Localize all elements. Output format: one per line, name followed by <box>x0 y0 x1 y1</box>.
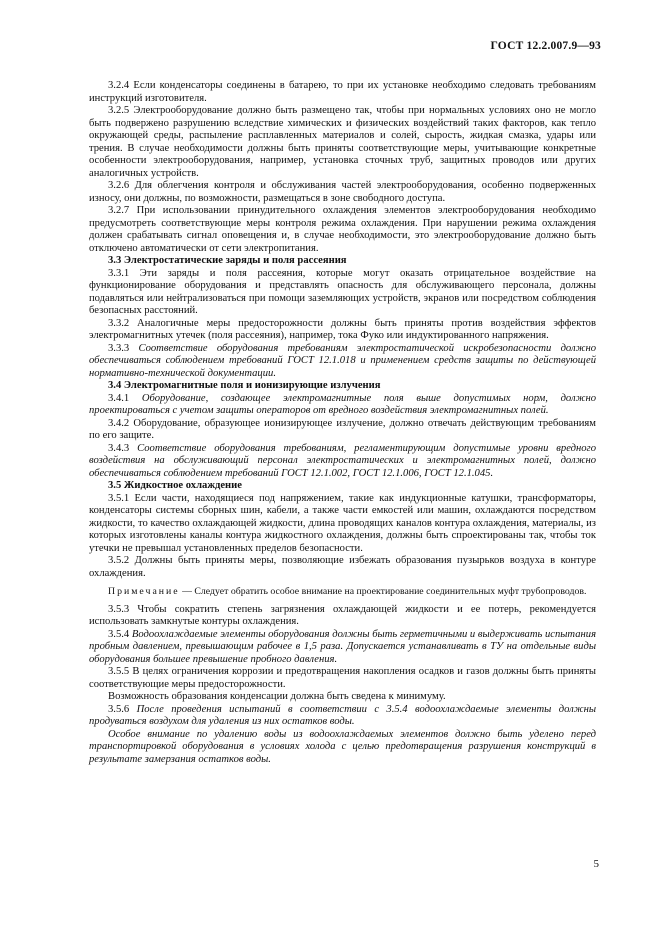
paragraph-3-5-3: 3.5.3 Чтобы сократить степень загрязнения охлаждающей жидкости и ее потерь, рекомендуется использовать замкнутые контуры охлаждения. <box>89 603 596 627</box>
paragraph-3-5-6-text: После проведения испытаний в соответствии с 3.5.4 водоохлаждаемые элементы должны продуваться воздухом для удаления из них остатков воды. <box>89 703 597 727</box>
paragraph-3-5-6-continuation: Особое внимание по удалению воды из водоохлаждаемых элементов должно быть уделено перед транспортировкой оборудования в условиях холода с целью предотвращения разрушения конструкций в результате замерзания остатков воды. <box>89 728 596 765</box>
paragraph-3-3-2: 3.3.2 Аналогичные меры предосторожности должны быть приняты против воздействия эффектов электромагнитных утечек (поля рассеяния), например, тока Фуко или индуктированного напряжения. <box>89 317 596 341</box>
paragraph-3-5-4-text: Водоохлаждаемые элементы оборудования должны быть герметичными и выдерживать испытания пробным давлением, превышающим рабочее в 1,5 раза. Допускается устанавливать в ТУ на отдельные виды оборудования большее превышение пробного давления. <box>89 628 596 665</box>
paragraph-3-3-1: 3.3.1 Эти заряды и поля рассеяния, которые могут оказать отрицательное воздействие на функционирование оборудования и представлять опасность для обслуживающего персонала, должны подавляться или нейтрализоваться при помощи заземляющих устройств, экранов или посредством соблюдения безопасных расстояний. <box>89 267 596 316</box>
paragraph-3-5-2: 3.5.2 Должны быть приняты меры, позволяющие избежать образования пузырьков воздуха в контуре охлаждения. <box>89 555 596 579</box>
paragraph-3-4-3-number: 3.4.3 <box>108 442 130 454</box>
paragraph-3-4-3-text: Соответствие оборудования требованиям, регламентирующим допустимые уровни вредного воздействия на обслуживающий персонал электростатических и электромагнитных полей, должно обеспечиваться соблюдением требований ГОСТ 12.1.002, ГОСТ 12.1.006, ГОСТ 12.1.045. <box>89 442 596 479</box>
paragraph-3-5-5: 3.5.5 В целях ограничения коррозии и предотвращения накопления осадков и газов должны быть приняты соответствующие меры предосторожности. <box>89 666 596 690</box>
section-heading-3-3-text: 3.3 Электростатические заряды и поля рассеяния <box>108 255 347 266</box>
note-label: Примечание <box>108 586 180 597</box>
paragraph-3-4-2: 3.4.2 Оборудование, образующее ионизирующее излучение, должно отвечать действующим требованиям по его защите. <box>89 417 596 441</box>
document-body <box>89 80 596 766</box>
paragraph-3-5-6 <box>89 704 596 729</box>
paragraph-3-4-1-text: Оборудование, создающее электромагнитные поля выше допустимых норм, должно проектироваться с учетом защиты операторов от вредного воздействия электромагнитных полей. <box>89 392 596 416</box>
paragraph-3-2-7: 3.2.7 При использовании принудительного охлаждения элементов электрооборудования необходимо предусмотреть соответствующие меры контроля режима охлаждения. При нарушении режима охлаждения должен срабатывать сигнал оповещения и, в случае необходимости, это электрооборудование должно быть отключено автоматически от сети электропитания. <box>89 205 596 254</box>
page-number: 5 <box>593 858 599 870</box>
section-heading-3-5-text: 3.5 Жидкостное охлаждение <box>108 480 242 491</box>
section-heading-3-3 <box>89 255 596 268</box>
page-header-standard-title: ГОСТ 12.2.007.9—93 <box>490 40 601 52</box>
paragraph-3-4-1 <box>89 393 596 418</box>
paragraph-3-4-3 <box>89 443 596 481</box>
paragraph-3-3-3-text: Соответствие оборудования требованиям электростатической искробезопасности должно обеспечиваться соблюдением требований ГОСТ 12.1.018 и применением средств защиты по действующей нормативно-технической документации. <box>89 342 596 379</box>
note-text: — Следует обратить особое внимание на проектирование соединительных муфт трубопроводов. <box>182 586 587 597</box>
note <box>89 586 596 598</box>
paragraph-3-3-3 <box>89 343 596 381</box>
section-heading-3-4 <box>89 380 596 393</box>
paragraph-3-4-1-number: 3.4.1 <box>108 392 130 404</box>
paragraph-3-2-4: 3.2.4 Если конденсаторы соединены в батарею, то при их установке необходимо следовать требованиям инструкций изготовителя. <box>89 80 596 104</box>
paragraph-3-2-6: 3.2.6 Для облегчения контроля и обслуживания частей электрооборудования, особенно подверженных износу, они должны, по возможности, размещаться в зоне свободного доступа. <box>89 180 596 204</box>
paragraph-3-5-1: 3.5.1 Если части, находящиеся под напряжением, такие как индукционные катушки, трансформаторы, конденсаторы системы сборных шин, кабели, а также части емкостей или машин, охлаждаются посредством жидкости, то качество охлаждающей жидкости, длина проводящих каналов контура охлаждения, материалы, из которых изготовлены каналы контура жидкостного охлаждения, должны быть спроектированы так, чтобы ток утечки не превышал установленных пределов безопасности. <box>89 492 596 554</box>
paragraph-3-5-4-number: 3.5.4 <box>108 628 130 640</box>
paragraph-3-5-6-number: 3.5.6 <box>108 703 130 715</box>
section-heading-3-5 <box>89 480 596 493</box>
paragraph-3-5-4 <box>89 629 596 667</box>
paragraph-3-2-5: 3.2.5 Электрооборудование должно быть размещено так, чтобы при нормальных условиях оно не могло быть подвержено разрушению вследствие химических и физических воздействий таких факторов, как тепло окружающей среды, распыление расплавленных материалов и солей, сырость, жидкая смазка, удары или трения. В случае необходимости должны быть приняты соответствующие меры, учитывающие конкретные особенности электрооборудования, например, установка сточных труб, защитных проводов или других аналогичных устройств. <box>89 105 596 179</box>
section-heading-3-4-text: 3.4 Электромагнитные поля и ионизирующие излучения <box>108 380 381 391</box>
paragraph-3-5-5-continuation: Возможность образования конденсации должна быть сведена к минимуму. <box>108 691 446 702</box>
paragraph-3-3-3-number: 3.3.3 <box>108 342 130 354</box>
